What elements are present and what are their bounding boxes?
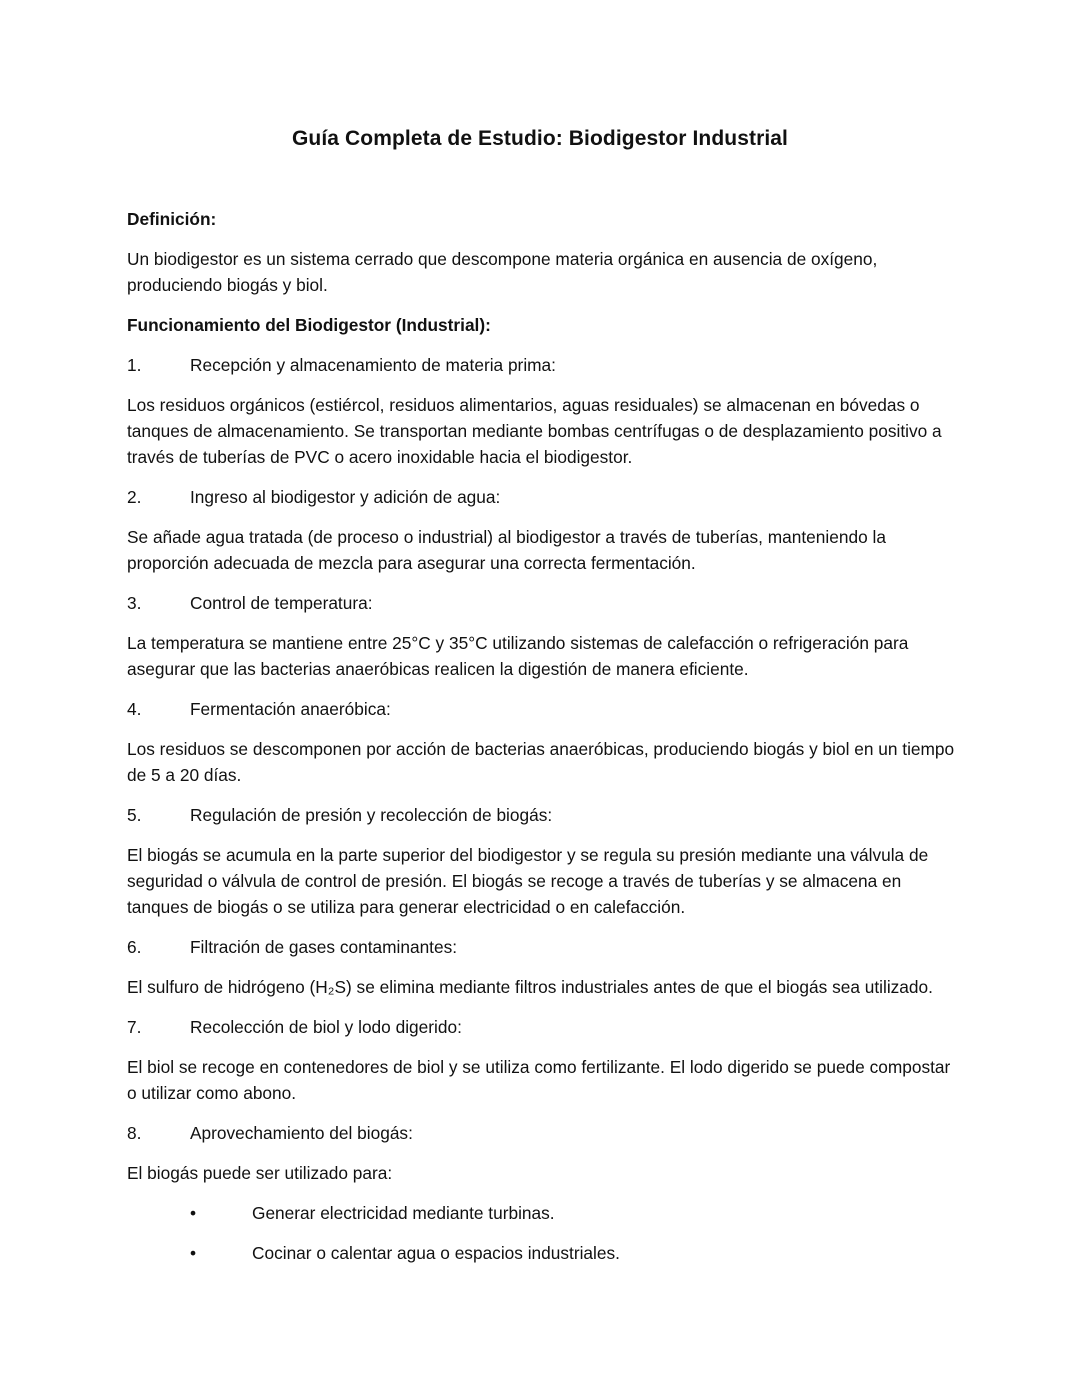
step-number: 4.	[127, 699, 142, 719]
step-title: Recepción y almacenamiento de materia prima:	[190, 355, 556, 375]
step-title: Fermentación anaeróbica:	[190, 699, 391, 719]
document-title: Guía Completa de Estudio: Biodigestor Industrial	[291, 127, 788, 150]
step-heading	[127, 484, 957, 510]
step-title: Aprovechamiento del biogás:	[190, 1123, 413, 1143]
step-4	[127, 696, 957, 788]
list-item-text: Generar electricidad mediante turbinas.	[252, 1203, 555, 1223]
step-heading	[127, 802, 957, 828]
step-number: 8.	[127, 1123, 142, 1143]
step-heading	[127, 1014, 957, 1040]
step-number: 5.	[127, 805, 142, 825]
step-number: 6.	[127, 937, 142, 957]
bullet-icon: •	[190, 1203, 197, 1223]
step-6	[127, 934, 957, 1000]
step-title: Regulación de presión y recolección de biogás:	[190, 805, 553, 825]
step-8	[127, 1120, 957, 1186]
definition-heading: Definición:	[127, 209, 217, 229]
step-text: Se añade agua tratada (de proceso o industrial) al biodigestor a través de tuberías, manteniendo la proporción adecuada de mezcla para asegurar una correcta fermentación.	[127, 527, 886, 573]
step-number: 3.	[127, 593, 142, 613]
step-1	[127, 352, 957, 470]
step-title: Control de temperatura:	[190, 593, 373, 613]
step-5	[127, 802, 957, 920]
list-item-text: Cocinar o calentar agua o espacios industriales.	[252, 1243, 620, 1263]
step-heading	[127, 934, 957, 960]
step-heading	[127, 352, 957, 378]
bullet-icon: •	[190, 1243, 197, 1263]
step-number: 7.	[127, 1017, 142, 1037]
step-text: El biogás puede ser utilizado para:	[127, 1163, 393, 1183]
step-heading	[127, 1120, 957, 1146]
definition-text: Un biodigestor es un sistema cerrado que descompone materia orgánica en ausencia de oxígeno, produciendo biogás y biol.	[127, 249, 878, 295]
operation-heading: Funcionamiento del Biodigestor (Industrial):	[127, 315, 491, 335]
step-title: Filtración de gases contaminantes:	[190, 937, 458, 957]
step-title: Recolección de biol y lodo digerido:	[190, 1017, 462, 1037]
document-body	[127, 206, 957, 1280]
step-text: El biogás se acumula en la parte superior del biodigestor y se regula su presión mediante una válvula de seguridad o válvula de control de presión. El biogás se recoge a través de tuberías y se almacena en tanques de biogás o se utiliza para generar electricidad o en calefacción.	[127, 845, 929, 917]
step-heading	[127, 590, 957, 616]
step-text: El biol se recoge en contenedores de biol y se utiliza como fertilizante. El lodo digerido se puede compostar o utilizar como abono.	[127, 1057, 951, 1103]
step-7	[127, 1014, 957, 1106]
step-2	[127, 484, 957, 576]
step-text: Los residuos se descomponen por acción de bacterias anaeróbicas, produciendo biogás y biol en un tiempo de 5 a 20 días.	[127, 739, 955, 785]
step-text: El sulfuro de hidrógeno (H₂S) se elimina mediante filtros industriales antes de que el biogás sea utilizado.	[127, 977, 933, 997]
step-heading	[127, 696, 957, 722]
step-title: Ingreso al biodigestor y adición de agua:	[190, 487, 501, 507]
step-number: 1.	[127, 355, 142, 375]
list-item	[127, 1240, 957, 1266]
step-text: Los residuos orgánicos (estiércol, residuos alimentarios, aguas residuales) se almacenan en bóvedas o tanques de almacenamiento. Se transportan mediante bombas centrífugas o de desplazamiento positivo a través de tuberías de PVC o acero inoxidable hacia el biodigestor.	[127, 395, 942, 467]
step-3	[127, 590, 957, 682]
step-number: 2.	[127, 487, 142, 507]
list-item	[127, 1200, 957, 1226]
step-text: La temperatura se mantiene entre 25°C y 35°C utilizando sistemas de calefacción o refrigeración para asegurar que las bacterias anaeróbicas realicen la digestión de manera eficiente.	[127, 633, 909, 679]
uses-list	[127, 1200, 957, 1266]
